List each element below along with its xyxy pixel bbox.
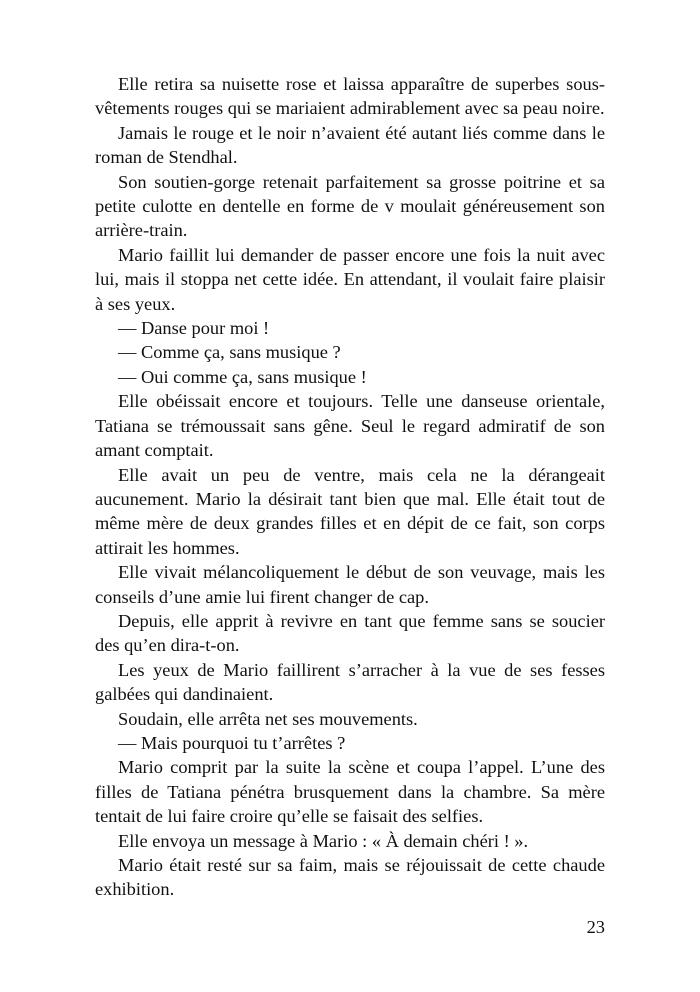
dialogue-line: — Oui comme ça, sans musique ! [118,366,367,387]
paragraph: Elle retira sa nuisette rose et laissa apparaître de superbes sous-vêtements rouges qui se mariaient admirablement avec sa peau noire. [95,74,605,119]
paragraph: Jamais le rouge et le noir n’avaient été autant liés comme dans le roman de Stendhal. [95,122,605,168]
paragraph: Les yeux de Mario faillirent s’arracher à la vue de ses fesses galbées qui dandinaient. [95,659,605,705]
dialogue-line: — Mais pourquoi tu t’arrêtes ? [118,732,346,753]
paragraph: Mario comprit par la suite la scène et coupa l’appel. L’une des filles de Tatiana pénétra brusquement dans la chambre. Sa mère tentait de lui faire croire qu’elle se faisait des selfies. [95,757,605,827]
dialogue-line: — Comme ça, sans musique ? [118,342,341,363]
paragraph: Mario était resté sur sa faim, mais se réjouissait de cette chaude exhibition. [95,855,605,900]
paragraph: Mario faillit lui demander de passer encore une fois la nuit avec lui, mais il stoppa net cette idée. En attendant, il voulait faire plaisir à ses yeux. [95,244,605,314]
paragraph: Son soutien-gorge retenait parfaitement sa grosse poitrine et sa petite culotte en dentelle en forme de v moulait généreusement son arrière-train. [95,171,605,241]
paragraph: Elle vivait mélancoliquement le début de son veuvage, mais les conseils d’une amie lui firent changer de cap. [95,562,605,607]
paragraph: Elle avait un peu de ventre, mais cela ne la dérangeait aucunement. Mario la désirait tant bien que mal. Elle était tout de même mère de deux grandes filles et en dépit de ce fait, son corps attirait les hommes. [95,464,605,558]
page-number: 23 [586,917,605,937]
paragraph: Depuis, elle apprit à revivre en tant que femme sans se soucier des qu’en dira-t-on. [95,610,605,656]
dialogue-line: — Danse pour moi ! [118,318,270,339]
paragraph: Elle envoya un message à Mario : « À demain chéri ! ». [118,830,529,851]
paragraph: Elle obéissait encore et toujours. Telle une danseuse orientale, Tatiana se trémoussait sans gêne. Seul le regard admiratif de son amant comptait. [95,391,605,461]
paragraph: Soudain, elle arrêta net ses mouvements. [118,708,418,729]
page-body [95,72,605,902]
